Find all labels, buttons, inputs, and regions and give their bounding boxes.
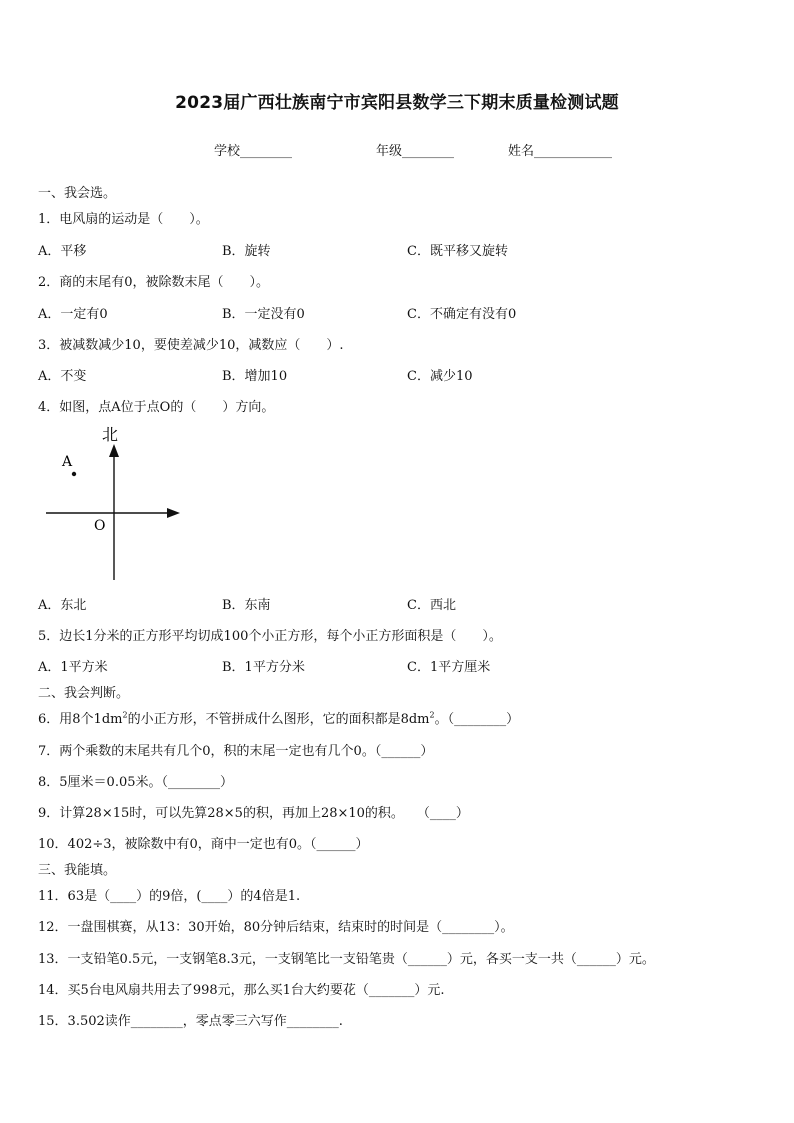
question-12: 12．一盘围棋赛，从13：30开始，80分钟后结束，结束时的时间是（________）。 [38,920,514,935]
question-8: 8．5厘米＝0.05米。（________） [38,775,233,790]
q3-option-c: C．减少10 [407,369,473,384]
q6-unit-1: 1dm [93,712,123,727]
page-title: 2023届广西壮族南宁市宾阳县数学三下期末质量检测试题 [175,93,619,113]
q6-post: 。（________） [434,712,520,727]
q2-option-c: C．不确定有没有0 [407,307,517,322]
school-field: 学校________ [214,144,293,159]
q4-option-a: A．东北 [38,598,87,613]
q3-option-b: B．增加10 [222,369,288,384]
q6-unit-2: 8dm [400,712,430,727]
q6-pre: 6．用8个 [38,712,94,727]
q6-sup-1: 2 [122,710,128,720]
q5-option-b: B．1平方分米 [222,660,305,675]
question-13: 13．一支铅笔0.5元，一支钢笔8.3元，一支钢笔比一支铅笔贵（______）元，各买一支一共（______）元。 [38,952,655,967]
north-label: 北 [102,425,119,444]
q6-sup-2: 2 [429,710,435,720]
question-2: 2．商的末尾有0，被除数末尾（ ）。 [38,275,270,290]
question-14: 14．买5台电风扇共用去了998元，那么买1台大约要花（_______）元. [38,983,445,998]
question-4: 4．如图，点A位于点O的（ ）方向。 [38,400,275,415]
q6-mid: 的小正方形，不管拼成什么图形，它的面积都是 [127,712,401,727]
question-7: 7．两个乘数的末尾共有几个0，积的末尾一定也有几个0。（______） [38,744,434,759]
name-field: 姓名____________ [508,144,613,159]
q1-option-a: A．平移 [38,244,87,259]
q2-option-a: A．一定有0 [38,307,108,322]
q5-option-c: C．1平方厘米 [407,660,491,675]
section-heading-1: 一、我会选。 [38,186,117,201]
grade-field: 年级________ [376,144,455,159]
q5-option-a: A．1平方米 [38,660,108,675]
question-6 [38,708,519,727]
question-11: 11．63是（____）的9倍，(____）的4倍是1. [38,889,301,904]
section-heading-3: 三、我能填。 [38,863,117,878]
question-9: 9．计算28×15时，可以先算28×5的积，再加上28×10的积。 （____） [38,806,469,821]
direction-figure [40,420,190,585]
question-5: 5．边长1分米的正方形平均切成100个小正方形，每个小正方形面积是（ ）。 [38,629,502,644]
question-10: 10．402÷3，被除数中有0，商中一定也有0。（______） [38,837,369,852]
north-arrowhead [109,444,119,457]
question-1: 1．电风扇的运动是（ ）。 [38,212,209,227]
q4-option-c: C．西北 [407,598,456,613]
section-heading-2: 二、我会判断。 [38,686,130,701]
point-a-label: A [62,454,73,470]
q1-option-b: B．旋转 [222,244,271,259]
question-15: 15．3.502读作________，零点零三六写作________. [38,1014,343,1029]
q4-option-b: B．东南 [222,598,271,613]
east-arrowhead [167,508,180,518]
point-a-dot [72,472,76,476]
q1-option-c: C．既平移又旋转 [407,244,508,259]
q2-option-b: B．一定没有0 [222,307,305,322]
origin-label: O [94,518,106,534]
question-3: 3．被减数减少10，要使差减少10，减数应（ ）. [38,338,344,353]
q3-option-a: A．不变 [38,369,87,384]
